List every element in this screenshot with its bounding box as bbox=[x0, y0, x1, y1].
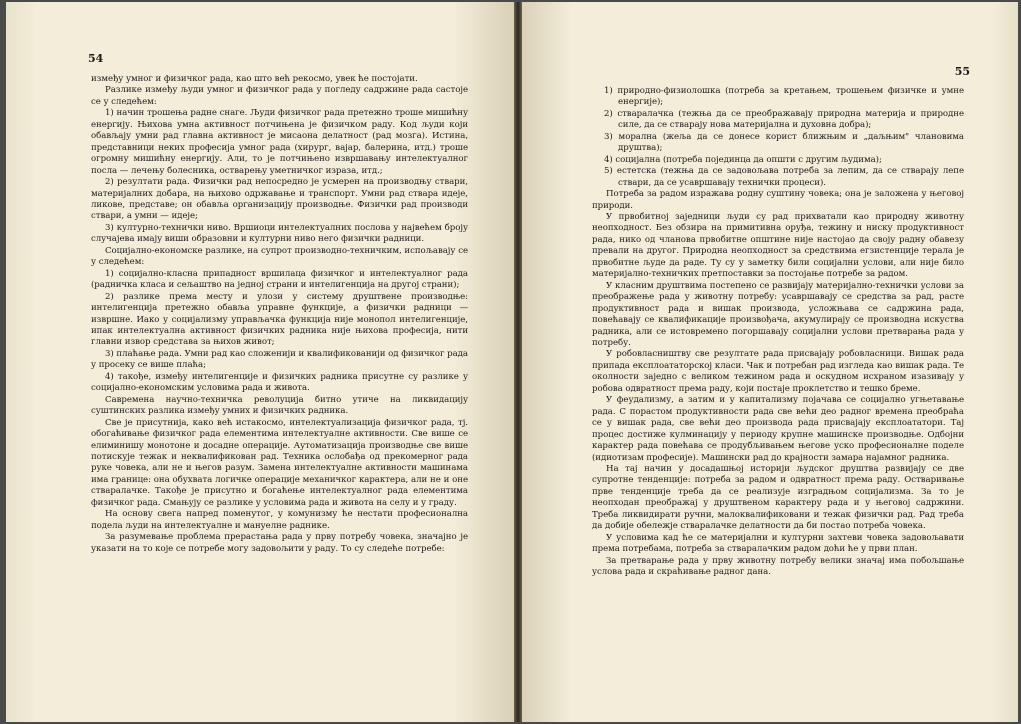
paragraph: Све је присутнија, како већ истакосмо, интелектуализација физичког рада, тј. обогаћивање физичког рада елементима интелектуалне активности. Све више се елиминишу монотоне и досадне операције. Аутоматизација производње све више потискује тежак и неквалификован рад. Техника ослобађа од прекомерног рада руке човека, али не и његов разум. Замена интелектуалне активности машинама има границе: она обухвата логичке операције механичког карактера, али не и оне стваралачке. Такође је присутно и богаћење интелектуалног рада елементима физичког рада. Смањују се разлике у условима рада и живота на селу и у граду. bbox=[91, 417, 468, 508]
paragraph: На тај начин у досадашњој историји људског друштва развијају се две супротне тенденције: потреба за радом и одвратност према раду. Остваривање прве тенденције треба да се реализује изградњом социјализма. За то је неопходан преображај у друштвеном карактеру рада и у његовој садржини. Треба ликвидирати ручни, малоквалификовани и тежак физички рад. Рад треба да добије обележје стваралачке делатности да би постао потреба човека. bbox=[592, 463, 964, 532]
book-spread bbox=[6, 2, 1018, 722]
right-page bbox=[522, 2, 1018, 722]
paragraph: 2) резултати рада. Физички рад непосредно је усмерен на производњу ствари, материјалних добара, на њихово одржавање и транспорт. Умни рад ствара идеје, ликове, представе; он обавља организацију производње. Физички рад производи ствари, а умни — идеје; bbox=[91, 177, 468, 222]
paragraph: 3) плаћање рада. Умни рад као сложенији и квалификованији од физичког рада у просеку се више плаћа; bbox=[91, 348, 468, 371]
paragraph: Савремена научно-техничка револуција битно утиче на ликвидацију суштинских разлика између умних и физичких радника. bbox=[91, 394, 468, 417]
paragraph: У првобитној заједници људи су рад прихватали као природну животну неопходност. Без обзира на примитивна оруђа, тежину и ниску продуктивност рада, нико од чланова првобитне општине није настојао да своју радну обавезу превали на другог. Природна неопходност за средствима егзистенције терала је првобитне људе да раде. Ту су у заметку били социјални услови, али није било материјално-техничких претпоставки за постојање потребе за радом. bbox=[592, 211, 964, 280]
list-item: 4) социјална (потреба појединца да општи с другим људима); bbox=[604, 154, 882, 165]
paragraph: 2) разлике према месту и улози у систему друштвене производње: интелигенција претежно обавља управне функције, а физички радници — извршне. Иако у социјализму управљачка функција није монопол интелигенције, ипак интелектуална активност физичких радника није њихова професија, нити главни извор средстава за њихов живот; bbox=[91, 291, 468, 348]
paragraph: Потреба за радом изражава родну суштину човека; она је заложена у његовој природи. bbox=[592, 189, 964, 211]
paragraph: Разлике између људи умног и физичког рада у погледу садржине рада састоје се у следећем: bbox=[91, 85, 468, 107]
book-gutter bbox=[514, 2, 522, 722]
left-page-text bbox=[91, 74, 468, 555]
page-number: 55 bbox=[954, 65, 970, 78]
right-page-text bbox=[592, 86, 964, 578]
paragraph: 1) начин трошења радне снаге. Људи физичког рада претежно троше мишићну енергију. Њихова умна активност потчињена је физичком раду. Код људи који обављају умни рад главна активност је мисаона делатност (рад мозга). Истина, представници неких професија умног рада (хирург, вајар, балерина, итд.) троше огромну мишићну енергију. Али, то је потчињено извршавању интелектуалног посла — лечењу болесника, остварењу уметничког израза, итд.; bbox=[91, 108, 468, 176]
list-item: 2) стваралачка (тежња да се преображавају природна материја и природне силе, да се стварају нова материјална и духовна добра); bbox=[604, 108, 964, 131]
left-page bbox=[6, 2, 514, 722]
paragraph: 4) такође, између интелигенције и физичких радника присутне су разлике у социјално-економским условима рада и живота. bbox=[91, 371, 468, 394]
paragraph: Социјално-економске разлике, на супрот производно-техничким, испољавају се у следећем: bbox=[91, 245, 468, 268]
paragraph: У класним друштвима постепено се развијају материјално-технички услови за преображење рада у животну потребу: усавршавају се средства за рад, расте продуктивност рада и вишак производа, усложњава се садржина рада, повећавају се квалификације произвођача, акумулирају се производна искуства радника, али се истовремено погоршавају социјални услови претварања рада у потребу. bbox=[592, 280, 964, 348]
paragraph: 3) културно-технички ниво. Вршиоци интелектуалних послова у највећем броју случајева имају виши образовни и културни ниво него физички радници. bbox=[91, 222, 468, 245]
paragraph: На основу свега напред поменутог, у комунизму ће нестати професионална подела људи на интелектуалне и мануелне раднике. bbox=[91, 509, 468, 531]
paragraph: У феудализму, а затим и у капитализму појачава се социјално угњетавање рада. С порастом продуктивности рада све већи део радног времена преобраћа се у вишак рада, све већи део производа рада присвајају експлоататори. Тај процес достиже кулминацију у периоду крупне машинске производње. Одбојни карактер рада повећава се продубљивањем његове уско професионалне поделе (идиотизам професије). Машински рад до краjности замара најамног радника. bbox=[592, 395, 964, 463]
page-number: 54 bbox=[88, 52, 104, 65]
needs-list bbox=[592, 86, 964, 189]
paragraph: 1) социјално-класна припадност вршилаца физичког и интелектуалног рада (радничка класа и сељаштво на једној страни и интелигенција на другој страни); bbox=[91, 268, 468, 291]
paragraph: За разумевање проблема прерастања рада у прву потребу човека, значајно је указати на то које се потребе могу задовољити у раду. То су следеће потребе: bbox=[91, 532, 468, 554]
paragraph: између умног и физичког рада, као што већ рекосмо, увек ће постојати. bbox=[91, 74, 418, 84]
paragraph: У условима кад ће се материјални и културни захтеви човека задовољавати према потребама, потреба за стваралачким радом доћи ће у први план. bbox=[592, 532, 964, 555]
paragraph: У робовласништву све резултате рада присвајају робовласници. Вишак рада припада експлоататорској класи. Чак и потребан рад изгледа као вишак рада. Те околности заједно с великом тежином рада и оскудном исхраном изазивају у робова одвратност према раду, који постаје проклетство и тешко бреме. bbox=[592, 349, 964, 394]
list-item: 1) природно-физиолошка (потреба за кретањем, трошењем физичке и умне енергије); bbox=[604, 86, 964, 108]
list-item: 3) морална (жеља да се донесе корист ближњим и „даљњим" члановима друштва); bbox=[604, 131, 964, 154]
paragraph: За претварање рада у прву животну потребу велики значај има побољшање услова рада и скраћивање радног дана. bbox=[592, 555, 964, 578]
list-item: 5) естетска (тежња да се задовољава потреба за лепим, да се стварају лепе ствари, да се усавршавају технички процеси). bbox=[604, 166, 964, 188]
